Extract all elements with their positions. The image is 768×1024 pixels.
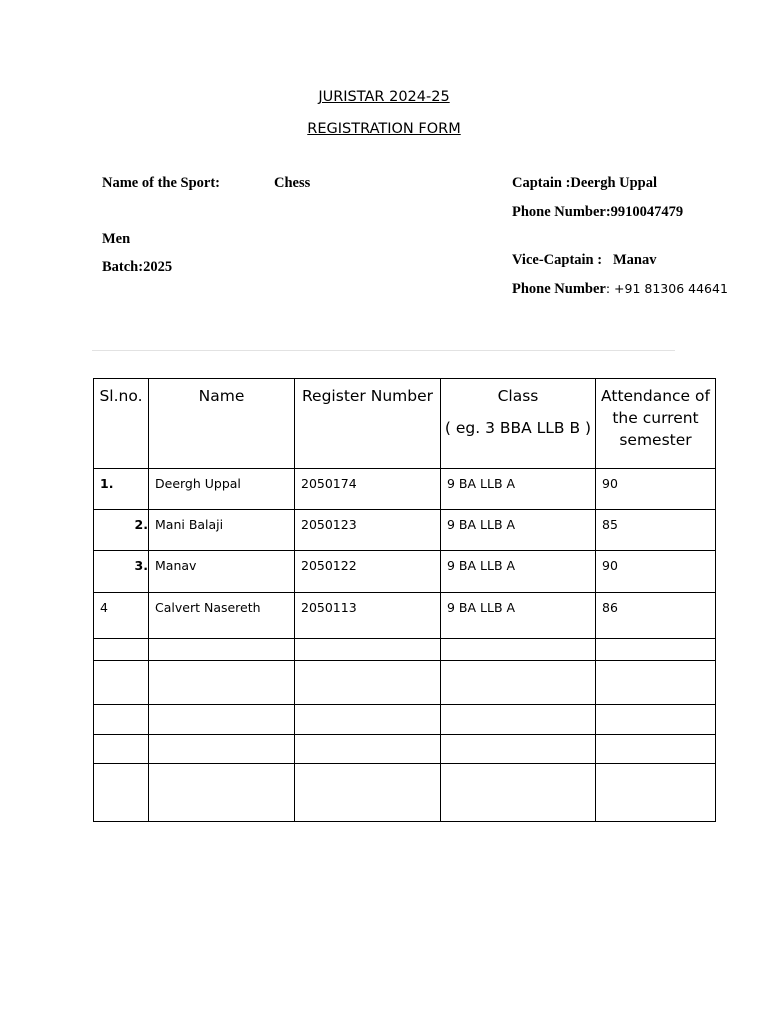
cell-name: Manav: [149, 551, 295, 593]
cell-slno: 2.: [94, 510, 149, 551]
cell-register: 2050123: [295, 510, 441, 551]
registration-table: [93, 378, 716, 822]
vice-captain-label: Vice-Captain :: [512, 252, 603, 268]
header-slno: Sl.no.: [94, 379, 149, 469]
table-row: [94, 593, 716, 639]
cell-slno: 4: [94, 593, 149, 639]
empty-row: [94, 705, 716, 735]
table-row: [94, 469, 716, 510]
empty-cell: [441, 705, 596, 735]
empty-cell: [94, 639, 149, 661]
empty-cell: [596, 705, 716, 735]
sport-label: Name of the Sport:: [102, 175, 220, 191]
empty-cell: [295, 705, 441, 735]
cell-class: 9 BA LLB A: [441, 469, 596, 510]
header-register-number: Register Number: [295, 379, 441, 469]
category-label: Men: [102, 231, 131, 247]
empty-cell: [149, 764, 295, 822]
empty-cell: [596, 764, 716, 822]
empty-row: [94, 639, 716, 661]
header-class: [441, 379, 596, 469]
empty-cell: [94, 705, 149, 735]
vice-captain-line: [512, 252, 656, 269]
empty-cell: [441, 639, 596, 661]
empty-cell: [94, 735, 149, 764]
empty-cell: [295, 764, 441, 822]
batch-label: Batch:2025: [102, 259, 173, 275]
vice-phone-value: : +91 81306 44641: [605, 281, 728, 296]
table-header-row: [94, 379, 716, 469]
captain-phone: Phone Number:9910047479: [512, 204, 684, 220]
empty-cell: [596, 735, 716, 764]
empty-cell: [441, 661, 596, 705]
empty-cell: [596, 661, 716, 705]
captain-label: Captain :Deergh Uppal: [512, 175, 658, 191]
empty-row: [94, 661, 716, 705]
cell-slno: 3.: [94, 551, 149, 593]
empty-cell: [94, 764, 149, 822]
vice-captain-name: Manav: [612, 252, 657, 268]
divider: [92, 350, 675, 351]
vice-phone-line: [512, 281, 728, 298]
cell-slno: 1.: [94, 469, 149, 510]
header-class-example: ( eg. 3 BBA LLB B ): [444, 419, 592, 437]
header-name: Name: [149, 379, 295, 469]
cell-attendance: 86: [596, 593, 716, 639]
empty-cell: [295, 735, 441, 764]
form-subtitle: REGISTRATION FORM: [307, 121, 461, 137]
empty-row: [94, 764, 716, 822]
empty-row: [94, 735, 716, 764]
cell-name: Mani Balaji: [149, 510, 295, 551]
cell-class: 9 BA LLB A: [441, 551, 596, 593]
empty-cell: [596, 639, 716, 661]
empty-cell: [94, 661, 149, 705]
empty-cell: [149, 639, 295, 661]
sport-value: Chess: [274, 175, 311, 191]
cell-class: 9 BA LLB A: [441, 593, 596, 639]
cell-class: 9 BA LLB A: [441, 510, 596, 551]
header-class-label: Class: [497, 387, 539, 405]
empty-cell: [295, 639, 441, 661]
vice-phone-label: Phone Number: [512, 281, 606, 297]
cell-register: 2050174: [295, 469, 441, 510]
empty-cell: [295, 661, 441, 705]
cell-attendance: 85: [596, 510, 716, 551]
empty-cell: [441, 764, 596, 822]
cell-name: Calvert Nasereth: [149, 593, 295, 639]
empty-cell: [149, 735, 295, 764]
empty-cell: [149, 705, 295, 735]
empty-cell: [149, 661, 295, 705]
cell-register: 2050122: [295, 551, 441, 593]
cell-register: 2050113: [295, 593, 441, 639]
table-row: [94, 510, 716, 551]
cell-name: Deergh Uppal: [149, 469, 295, 510]
empty-cell: [441, 735, 596, 764]
cell-attendance: 90: [596, 469, 716, 510]
table-row: [94, 551, 716, 593]
cell-attendance: 90: [596, 551, 716, 593]
form-title: JURISTAR 2024-25: [318, 89, 450, 105]
header-attendance: Attendance of the current semester: [596, 379, 716, 469]
